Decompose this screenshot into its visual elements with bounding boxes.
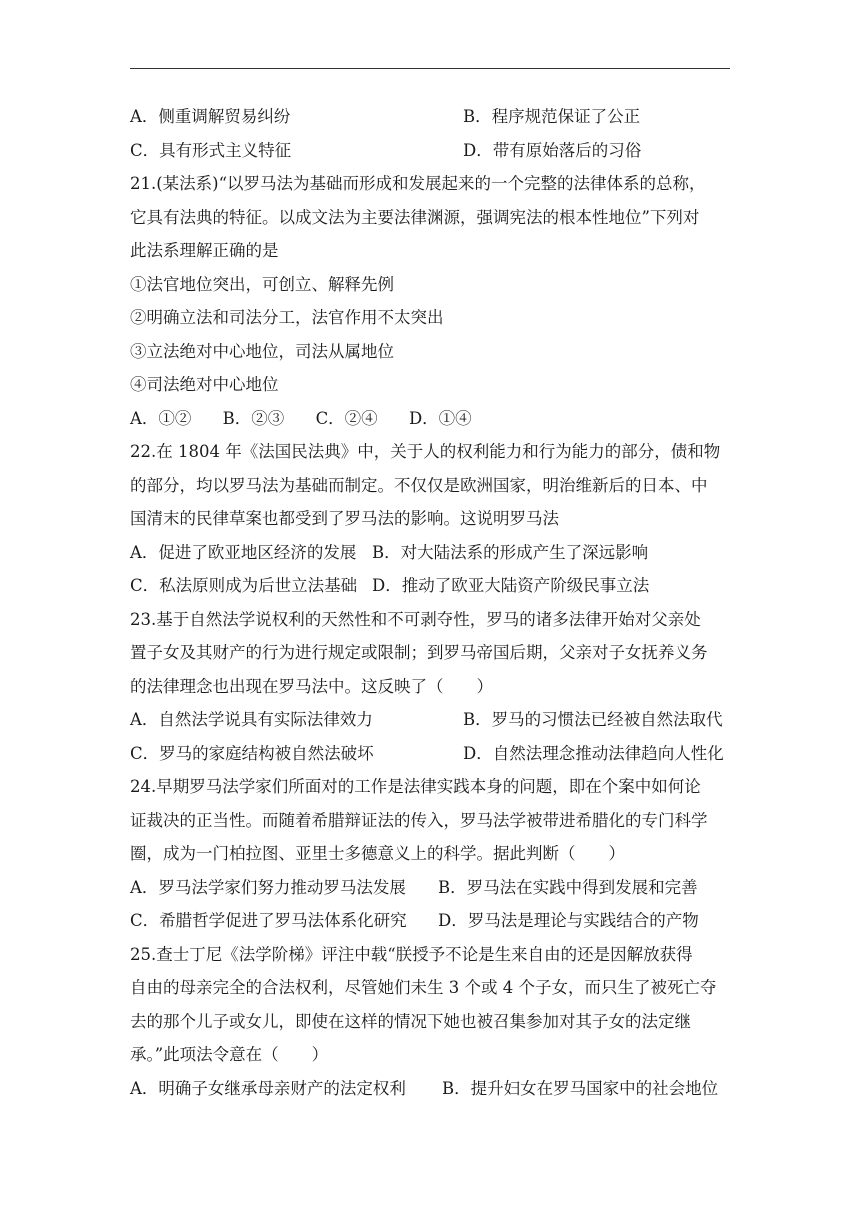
q21-item: ②明确立法和司法分工，法官作用不太突出 — [130, 308, 444, 327]
q23-option-c[interactable]: C．罗马的家庭结构被自然法破坏 — [130, 743, 374, 763]
q24-options-row2 — [130, 904, 740, 938]
q21-options — [130, 402, 740, 436]
q22-stem-line: 的部分，均以罗马法为基础而制定。不仅仅是欧洲国家，明治维新后的日本、中 — [130, 475, 708, 495]
q24-option-a[interactable]: A．罗马法学家们努力推动罗马法发展 — [130, 877, 406, 897]
q23-options-row1 — [130, 703, 740, 737]
q22-option-a[interactable]: A．促进了欧亚地区经济的发展 — [130, 542, 357, 562]
q25-stem-line: 25.查士丁尼《法学阶梯》评注中载“朕授予不论是生来自由的还是因解放获得 — [130, 944, 693, 964]
q25-options-row1 — [130, 1072, 740, 1106]
q24-option-c[interactable]: C．希腊哲学促进了罗马法体系化研究 — [130, 911, 407, 930]
q22-stem-line: 国清末的民律草案也都受到了罗马法的影响。这说明罗马法 — [130, 509, 559, 528]
q24-option-b[interactable]: B．罗马法在实践中得到发展和完善 — [438, 877, 698, 897]
q20-option-b[interactable]: B．程序规范保证了公正 — [463, 107, 641, 126]
q21-option-a[interactable]: A．①② — [130, 408, 192, 428]
q20-options-row1 — [130, 100, 740, 134]
q22-option-b[interactable]: B．对大陆法系的形成产生了深远影响 — [372, 542, 649, 562]
q23-option-a[interactable]: A．自然法学说具有实际法律效力 — [130, 710, 373, 729]
q25-option-a[interactable]: A．明确子女继承母亲财产的法定权利 — [130, 1078, 406, 1098]
q23-stem-line: 的法律理念也出现在罗马法中。这反映了（ ） — [130, 676, 493, 696]
q24-stem-line: 24.早期罗马法学家们所面对的工作是法律实践本身的问题，即在个案中如何论 — [130, 777, 701, 796]
q20-options-row2 — [130, 134, 740, 168]
header-rule — [130, 68, 730, 69]
q20-option-d[interactable]: D．带有原始落后的习俗 — [463, 140, 642, 160]
q23-stem-line: 置子女及其财产的行为进行规定或限制；到罗马帝国后期，父亲对子女抚养义务 — [130, 643, 708, 662]
q25-stem-line: 承。”此项法令意在（ ） — [130, 1045, 329, 1064]
q21-option-b[interactable]: B．②③ — [222, 408, 285, 428]
q23-options-row2 — [130, 737, 740, 771]
q25-option-b[interactable]: B．提升妇女在罗马国家中的社会地位 — [442, 1078, 719, 1098]
q21-item: ①法官地位突出，可创立、解释先例 — [130, 274, 394, 294]
q22-options-row2 — [130, 569, 740, 603]
q24-options-row1 — [130, 871, 740, 905]
q22-option-d[interactable]: D．推动了欧亚大陆资产阶级民事立法 — [372, 576, 650, 595]
q22-option-c[interactable]: C．私法原则成为后世立法基础 — [130, 576, 358, 595]
q25-stem-line: 自由的母亲完全的合法权利，尽管她们未生 3 个或 4 个子女，而只生了被死亡夺 — [130, 978, 717, 997]
q23-option-d[interactable]: D．自然法理念推动法律趋向人性化 — [463, 743, 724, 763]
q22-stem-line: 22.在 1804 年《法国民法典》中，关于人的权利能力和行为能力的部分，债和物 — [130, 442, 721, 461]
q22-options-row1 — [130, 536, 740, 570]
q21-stem-line: 它具有法典的特征。以成文法为主要法律渊源，强调宪法的根本性地位”下列对 — [130, 207, 700, 227]
q21-option-d[interactable]: D．①④ — [408, 408, 472, 428]
q21-stem-line: 21.(某法系)“以罗马法为基础而形成和发展起来的一个完整的法律体系的总称， — [130, 174, 706, 193]
q23-stem-line: 23.基于自然法学说权利的天然性和不可剥夺性，罗马的诸多法律开始对父亲处 — [130, 609, 701, 629]
q21-option-c[interactable]: C．②④ — [315, 408, 378, 428]
q21-item: ③立法绝对中心地位，司法从属地位 — [130, 341, 394, 361]
q23-option-b[interactable]: B．罗马的习惯法已经被自然法取代 — [463, 710, 723, 729]
q25-stem-line: 去的那个儿子或女儿，即使在这样的情况下她也被召集参加对其子女的法定继 — [130, 1011, 691, 1031]
q20-option-c[interactable]: C．具有形式主义特征 — [130, 140, 292, 160]
q21-item: ④司法绝对中心地位 — [130, 375, 279, 394]
q20-option-a[interactable]: A．侧重调解贸易纠纷 — [130, 107, 291, 126]
q21-stem-line: 此法系理解正确的是 — [130, 241, 279, 260]
exam-content — [130, 100, 740, 1105]
q24-stem-line: 证裁决的正当性。而随着希腊辩证法的传入，罗马法学被带进希腊化的专门科学 — [130, 810, 708, 830]
q24-stem-line: 圈，成为一门柏拉图、亚里士多德意义上的科学。据此判断（ ） — [130, 844, 625, 863]
q24-option-d[interactable]: D．罗马法是理论与实践结合的产物 — [438, 911, 699, 930]
